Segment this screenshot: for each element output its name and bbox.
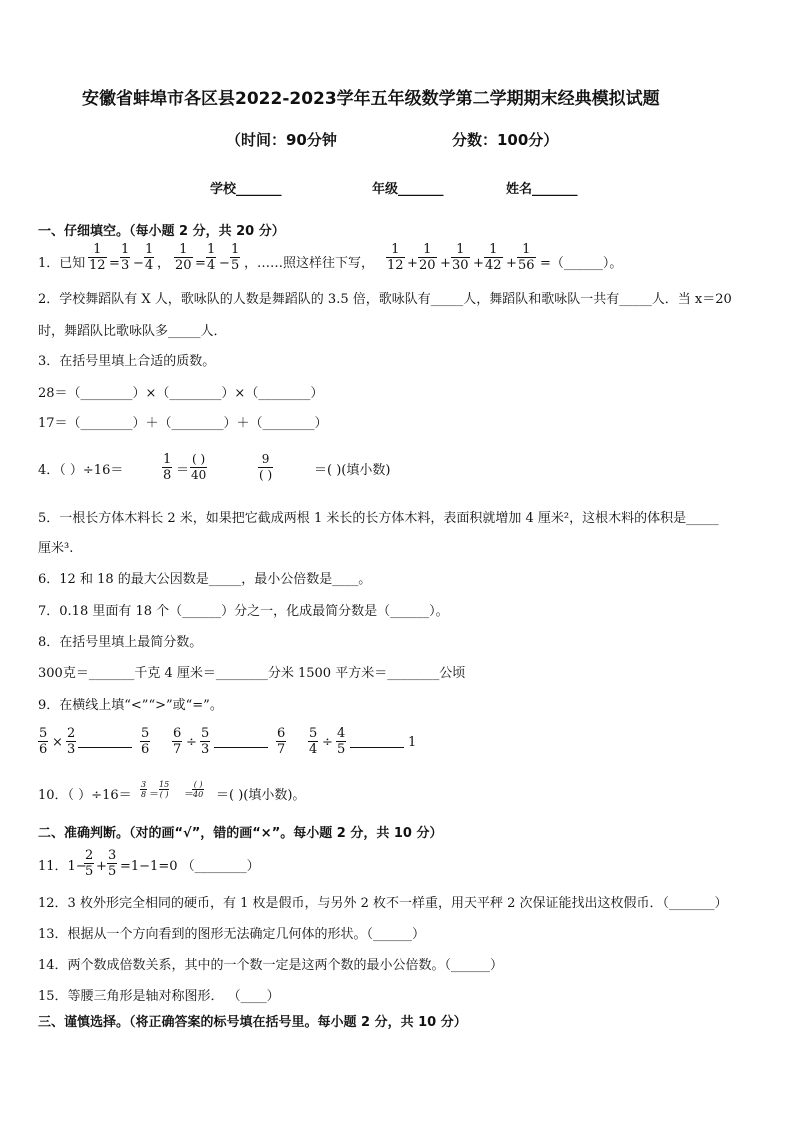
question-3-line2[interactable]: 17＝（________）＋（________）＋（________） [38, 416, 328, 431]
q1-frac-1-12: $\frac{1}{12}$ [89, 242, 106, 273]
q1-answer-blank[interactable]: =（______）。 [540, 256, 623, 271]
q1-prefix: 1．已知 [38, 256, 86, 271]
q9-frac-5-4: $\frac{5}{4}$ [309, 726, 318, 757]
q9-frac-4-5: $\frac{4}{5}$ [337, 726, 346, 757]
q10-eq2: ＝ [184, 789, 194, 800]
q1-plus3: + [473, 256, 484, 271]
q11-end[interactable]: =1−1=0 （________） [120, 859, 260, 874]
question-13: 13．根据从一个方向看到的图形无法确定几何体的形状。（______） [38, 927, 426, 942]
q4-frac-9-blank[interactable]: 9 ( ) [259, 452, 273, 482]
section2-heading: 二、准确判断。（对的画“√”，错的画“×”。每小题 2 分，共 10 分） [38, 826, 443, 841]
question-9-title: 9．在横线上填“<”“>”或“=”。 [38, 698, 223, 713]
q9-frac-2-3: $\frac{2}{3}$ [67, 726, 76, 757]
q10-frac-blank-40[interactable]: ( ) 40 [193, 780, 204, 799]
q1-eq2: = [195, 256, 206, 271]
question-6: 6．12 和 18 的最大公因数是_____，最小公倍数是____。 [38, 572, 372, 587]
q4-eq: ＝ [176, 463, 190, 478]
score-info: 分数：100分） [452, 131, 559, 149]
q1-sum-frac-3: $\frac{1}{30}$ [452, 242, 469, 273]
question-15: 15．等腰三角形是轴对称图形． （____） [38, 989, 280, 1004]
q10-frac-15-blank[interactable]: 15 ( ) [159, 780, 170, 799]
question-8-line[interactable]: 300克＝_______千克 4 厘米＝________分米 1500 平方米＝________公顷 [38, 666, 466, 681]
q9-times: × [52, 735, 63, 750]
q1-sum-frac-2: $\frac{1}{20}$ [419, 242, 436, 273]
q9-rhs: 1 [408, 735, 417, 750]
school-field: 学校_______ [210, 182, 282, 197]
question-2-line1: 2．学校舞蹈队有 X 人，歌咏队的人数是舞蹈队的 3.5 倍，歌咏队有_____人，舞蹈队和歌咏队一共有_____人．当 x＝20 [38, 292, 732, 307]
question-14: 14．两个数成倍数关系，其中的一个数一定是这两个数的最小公倍数。（______） [38, 958, 504, 973]
q9-blank-3[interactable] [350, 735, 404, 748]
q9-divide1: ÷ [186, 735, 197, 750]
q9-divide2: ÷ [322, 735, 333, 750]
q9-frac-5-6b: $\frac{5}{6}$ [141, 726, 150, 757]
q4-frac-1-8: $\frac{1}{8}$ [163, 452, 172, 483]
q11-plus: + [96, 859, 107, 874]
q1-frac-1-3: $\frac{1}{3}$ [121, 242, 130, 273]
q1-sum-frac-1: $\frac{1}{12}$ [387, 242, 404, 273]
question-2-line2: 时，舞蹈队比歌咏队多_____人． [38, 324, 227, 339]
question-5-line1: 5．一根长方体木料长 2 米，如果把它截成两根 1 米长的长方体木料，表面积就增加 4 厘米²，这根木料的体积是_____ [38, 511, 719, 526]
question-8-title: 8．在括号里填上最简分数。 [38, 635, 203, 650]
q4-frac-blank-40[interactable]: ( ) 40 [191, 452, 207, 482]
q1-minus2: − [219, 256, 230, 271]
q1-frac-1-5: $\frac{1}{5}$ [231, 242, 240, 273]
question-7: 7．0.18 里面有 18 个（______）分之一，化成最简分数是（______）。 [38, 604, 449, 619]
q9-frac-6-7a: $\frac{6}{7}$ [173, 726, 182, 757]
q1-eq: = [109, 256, 120, 271]
q11-frac-3-5: $\frac{3}{5}$ [108, 848, 117, 879]
q10-eq1: ＝ [149, 789, 159, 800]
q1-frac-1-20: $\frac{1}{20}$ [175, 242, 192, 273]
q1-plus4: + [506, 256, 517, 271]
q1-comma: ， [157, 256, 171, 271]
q9-frac-5-6a: $\frac{5}{6}$ [39, 726, 48, 757]
q10-frac-3-8: $\frac{3}{8}$ [141, 780, 147, 799]
q10-prefix: 10．（ ）÷16＝ [38, 788, 132, 803]
q1-frac-1-4: $\frac{1}{4}$ [145, 242, 154, 273]
question-5-line2: 厘米³. [38, 541, 74, 556]
question-3-title: 3．在括号里填上合适的质数。 [38, 354, 216, 369]
q1-plus2: + [440, 256, 451, 271]
q1-plus1: + [407, 256, 418, 271]
q1-sum-frac-5: $\frac{1}{56}$ [518, 242, 535, 273]
q9-blank-2[interactable] [214, 735, 268, 748]
grade-field: 年级_______ [372, 182, 444, 197]
q1-sum-frac-4: $\frac{1}{42}$ [485, 242, 502, 273]
page-title: 安徽省蚌埠市各区县2022-2023学年五年级数学第二学期期末经典模拟试题 [82, 89, 660, 109]
q1-frac-1-4b: $\frac{1}{4}$ [207, 242, 216, 273]
time-info: （时间：90分钟 [226, 131, 337, 149]
q4-prefix: 4．（ ）÷16＝ [38, 463, 124, 478]
q4-end[interactable]: ＝( )(填小数) [314, 463, 391, 478]
q11-prefix: 11．1− [38, 859, 87, 874]
question-12: 12．3 枚外形完全相同的硬币，有 1 枚是假币，与另外 2 枚不一样重，用天平秤 2 次保证能找出这枚假币．（_______） [38, 896, 728, 911]
question-3-line1[interactable]: 28＝（________）×（________）×（________） [38, 386, 324, 401]
name-field: 姓名_______ [506, 182, 578, 197]
section3-heading: 三、谨慎选择。（将正确答案的标号填在括号里。每小题 2 分，共 10 分） [38, 1015, 467, 1030]
q9-frac-5-3: $\frac{5}{3}$ [201, 726, 210, 757]
q9-blank-1[interactable] [78, 735, 132, 748]
q1-mid: ，……照这样往下写， [244, 256, 375, 271]
q9-frac-6-7b: $\frac{6}{7}$ [277, 726, 286, 757]
section1-heading: 一、仔细填空。（每小题 2 分，共 20 分） [38, 224, 285, 239]
q11-frac-2-5: $\frac{2}{5}$ [85, 848, 94, 879]
q10-end[interactable]: ＝( )(填小数)。 [216, 788, 306, 803]
q1-minus: − [133, 256, 144, 271]
